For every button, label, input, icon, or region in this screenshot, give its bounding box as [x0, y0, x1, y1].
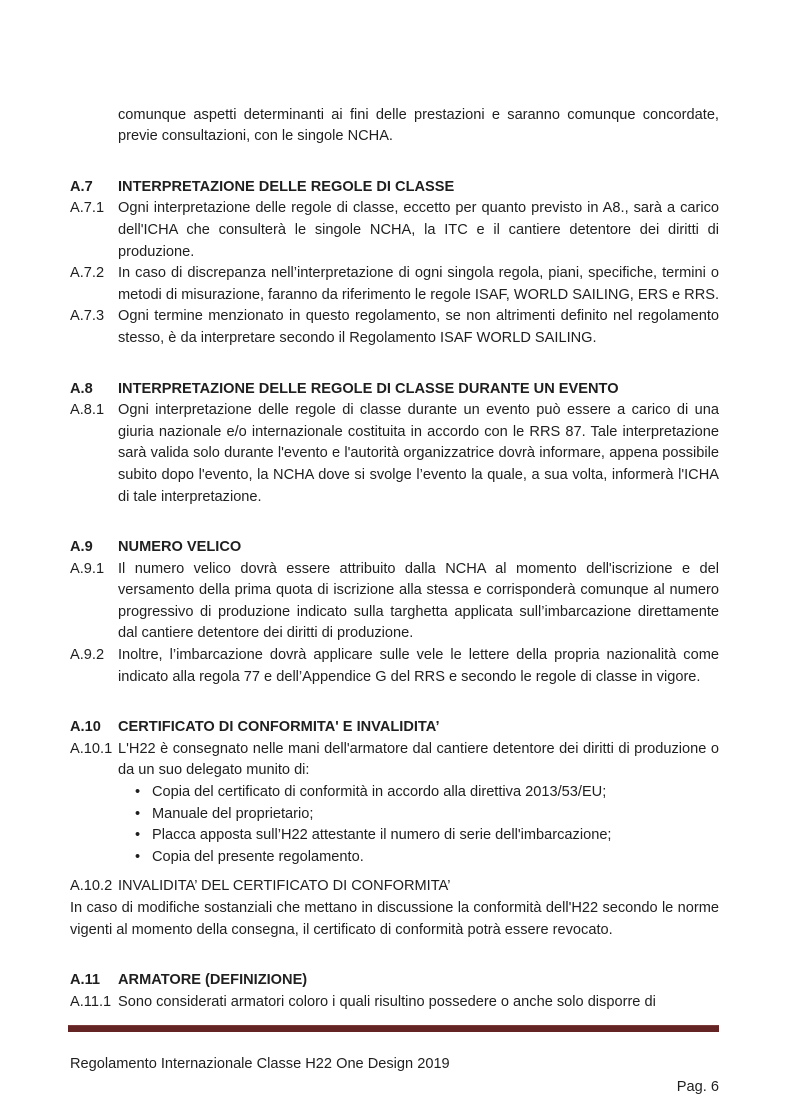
section-heading-a10	[70, 717, 719, 739]
clause-text: L'H22 è consegnato nelle mani dell'armatore dal cantiere detentore dei diritti di produzione o da un suo delegato munito di:	[118, 740, 719, 779]
footer-document-title: Regolamento Internazionale Classe H22 One Design 2019	[70, 1056, 450, 1073]
section-title: ARMATORE (DEFINIZIONE)	[118, 972, 308, 989]
clause-number: A.7.2	[70, 265, 105, 282]
conformity-documents-list	[118, 782, 719, 868]
list-item	[118, 847, 719, 869]
clause-text: Ogni termine menzionato in questo regolamento, se non altrimenti definito nel regolamento stesso, è da interpretare secondo il Regolamento ISAF WORLD SAILING.	[118, 308, 719, 346]
clause-number: A.9.1	[70, 560, 105, 577]
clause-number: A.11.1	[70, 993, 112, 1010]
clause-text: Ogni interpretazione delle regole di classe, eccetto per quanto previsto in A8., sarà a carico dell'ICHA che consulterà le singole NCHA, la ITC e il cantiere detentore dei diritti di produzione.	[118, 200, 719, 260]
clause-a9-2	[70, 645, 719, 688]
section-heading-a9	[70, 537, 719, 559]
clause-a10-1	[70, 739, 719, 782]
section-title: INTERPRETAZIONE DELLE REGOLE DI CLASSE DURANTE UN EVENTO	[118, 380, 619, 397]
clause-number: A.7.3	[70, 308, 105, 325]
section-heading-a8	[70, 379, 719, 401]
clause-a7-1	[70, 198, 719, 263]
footer-rule	[68, 1025, 719, 1032]
clause-text: Sono considerati armatori coloro i quali risultino possedere o anche solo disporre di	[118, 993, 656, 1010]
section-title: CERTIFICATO DI CONFORMITA' E INVALIDITA’	[118, 719, 440, 736]
intro-paragraph: comunque aspetti determinanti ai fini delle prestazioni e saranno comunque concordate, previe consultazioni, con le singole NCHA.	[118, 106, 719, 145]
page-footer	[70, 1054, 719, 1098]
clause-subheading: INVALIDITA’ DEL CERTIFICATO DI CONFORMITA’	[118, 878, 451, 895]
clause-number: A.10.1	[70, 740, 113, 757]
clause-a8-1	[70, 400, 719, 508]
clause-a7-2	[70, 263, 719, 306]
section-number: A.8	[70, 380, 93, 397]
clause-a7-3	[70, 306, 719, 349]
clause-text: Il numero velico dovrà essere attribuito dalla NCHA al momento dell'iscrizione e del versamento della prima quota di iscrizione alla stessa e corrisponderà comunque al numero progressivo di produzione indicato sulla targhetta applicata sull’imbarcazione direttamente dal cantiere detentore dei diritti di produzione.	[118, 560, 719, 642]
clause-a11-1	[70, 992, 719, 1014]
page-number: Pag. 6	[676, 1078, 719, 1095]
list-item-text: Manuale del proprietario;	[152, 805, 314, 822]
section-number: A.7	[70, 178, 93, 195]
list-item-text: Copia del presente regolamento.	[152, 848, 364, 865]
clause-a10-2	[70, 876, 719, 898]
list-item-text: Placca apposta sull’H22 attestante il numero di serie dell'imbarcazione;	[152, 827, 612, 844]
section-number: A.11	[70, 972, 101, 989]
clause-text: In caso di discrepanza nell’interpretazione di ogni singola regola, piani, specifiche, termini o metodi di misurazione, faranno da riferimento le regole ISAF, WORLD SAILING, ERS e RRS.	[118, 265, 720, 303]
clause-text: Inoltre, l’imbarcazione dovrà applicare sulle vele le lettere della propria nazionalità come indicato alla regola 77 e dell’Appendice G del RRS e secondo le regole di classe in vigore.	[118, 647, 719, 685]
clause-number: A.10.2	[70, 878, 113, 895]
section-heading-a7	[70, 177, 719, 199]
list-item	[118, 804, 719, 826]
section-number: A.9	[70, 539, 93, 556]
section-heading-a11	[70, 970, 719, 992]
list-item	[118, 825, 719, 847]
clause-number: A.7.1	[70, 200, 105, 217]
clause-number: A.8.1	[70, 402, 105, 419]
bullet-icon: •	[135, 805, 141, 822]
bullet-icon: •	[135, 784, 141, 801]
section-title: INTERPRETAZIONE DELLE REGOLE DI CLASSE	[118, 178, 455, 195]
clause-number: A.9.2	[70, 647, 105, 664]
clause-a10-2-text: In caso di modifiche sostanziali che mettano in discussione la conformità dell'H22 secondo le norme vigenti al momento della consegna, il certificato di conformità potrà essere revocato.	[70, 900, 719, 938]
section-number: A.10	[70, 719, 101, 736]
bullet-icon: •	[135, 827, 141, 844]
list-item-text: Copia del certificato di conformità in accordo alla direttiva 2013/53/EU;	[152, 784, 607, 801]
clause-a9-1	[70, 559, 719, 645]
bullet-icon: •	[135, 848, 141, 865]
list-item	[118, 782, 719, 804]
clause-text: Ogni interpretazione delle regole di classe durante un evento può essere a carico di una giuria nazionale e/o internazionale costituita in accordo con le RRS 87. Tale interpretazione sarà valida solo durante l'evento e l'autorità organizzatrice dovrà informare, appena possibile subito dopo l'evento, la NCHA dove si svolge l’evento la quale, a sua volta, informerà l'ICHA di tale interpretazione.	[118, 402, 719, 505]
section-title: NUMERO VELICO	[118, 539, 242, 556]
